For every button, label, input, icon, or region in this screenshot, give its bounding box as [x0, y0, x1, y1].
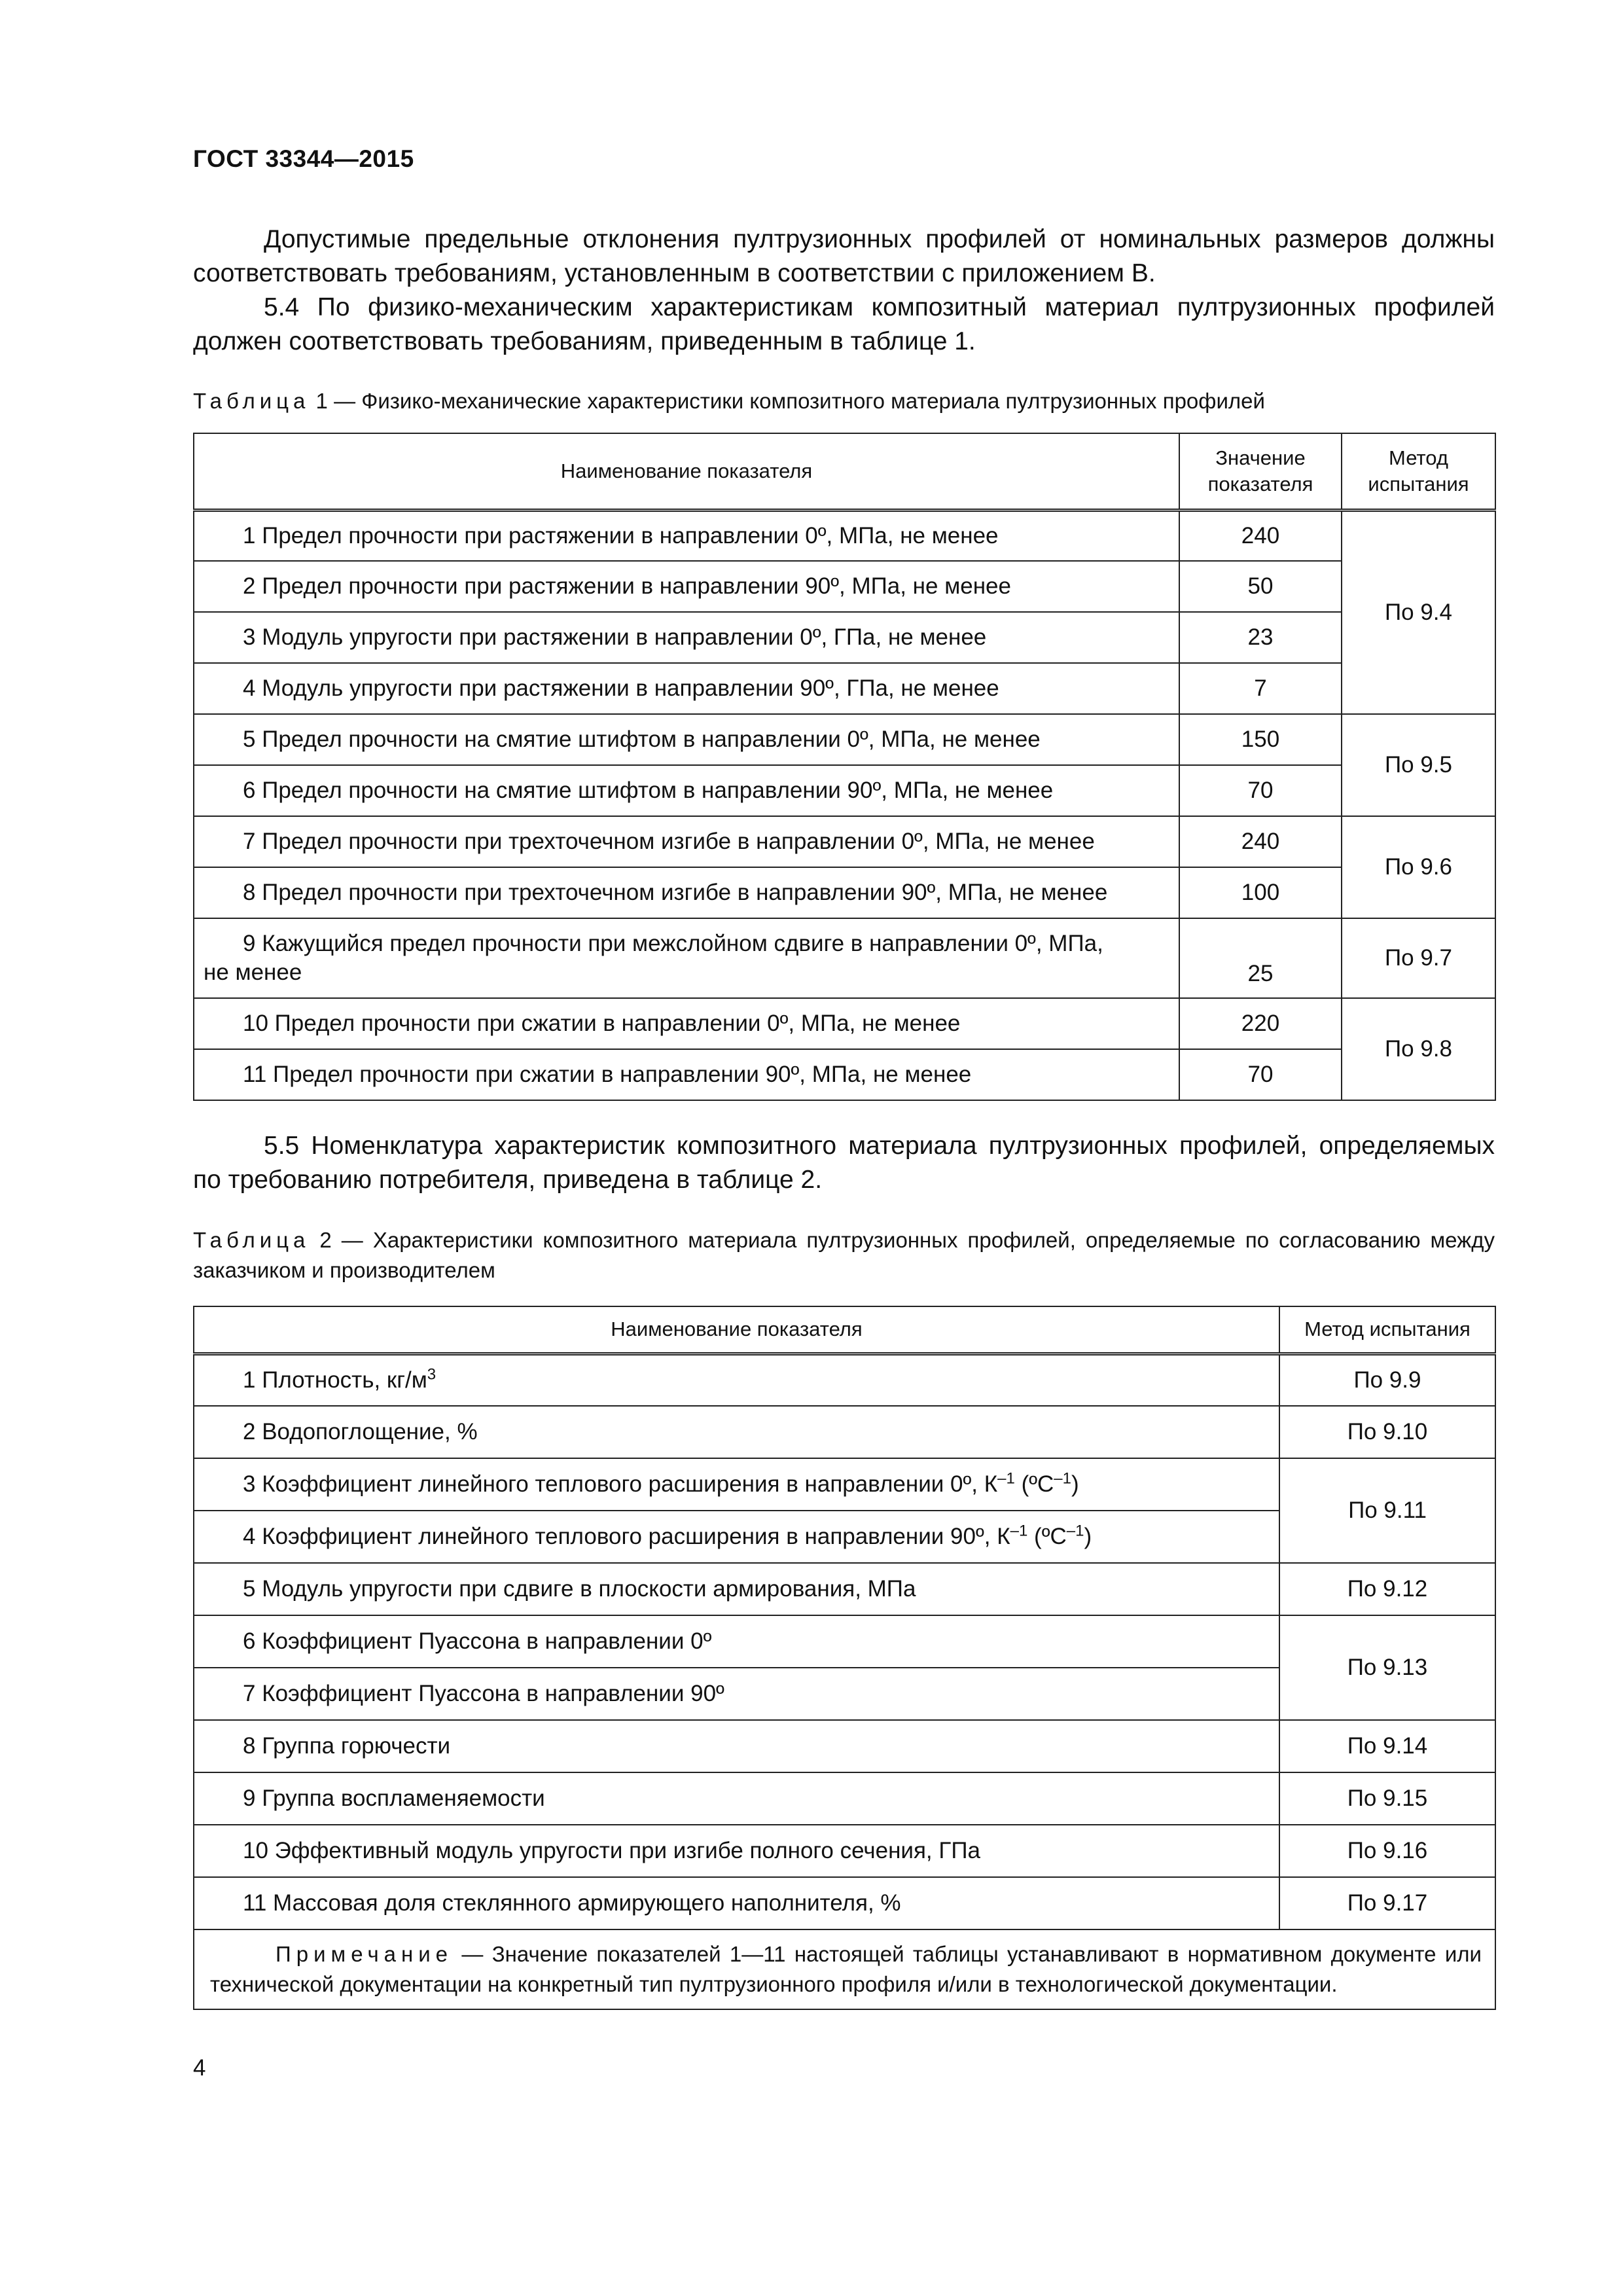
- table1-row1-name: 1 Предел прочности при растяжении в направлении 0º, МПа, не менее: [194, 510, 1179, 561]
- table2-note-label: Примечание: [276, 1942, 454, 1966]
- table1-row5-value: 150: [1179, 714, 1342, 765]
- table1-caption: [193, 386, 1495, 416]
- table2-row11-method: По 9.17: [1279, 1877, 1495, 1929]
- table1-row7-name: 7 Предел прочности при трехточечном изгибе в направлении 0º, МПа, не менее: [194, 816, 1179, 867]
- table1-method-9-5: По 9.5: [1342, 714, 1495, 816]
- table1-row11-name: 11 Предел прочности при сжатии в направлении 90º, МПа, не менее: [194, 1049, 1179, 1100]
- table-1-physical-mechanical: [193, 433, 1496, 1101]
- table2-row10-name: 10 Эффективный модуль упругости при изгибе полного сечения, ГПа: [194, 1825, 1279, 1877]
- table1-row4-name: 4 Модуль упругости при растяжении в направлении 90º, ГПа, не менее: [194, 663, 1179, 714]
- table2-row8-method: По 9.14: [1279, 1720, 1495, 1772]
- table-row: [194, 1615, 1495, 1668]
- table2-row1-name: 1 Плотность, $кг/м^3$: [194, 1354, 1279, 1406]
- table-row: [194, 867, 1495, 918]
- table1-header-name: Наименование показателя: [194, 433, 1179, 510]
- table2-row1-method: По 9.9: [1279, 1354, 1495, 1406]
- table-row: [194, 1354, 1495, 1406]
- table1-row9-value: 25: [1179, 918, 1342, 998]
- table2-row9-method: По 9.15: [1279, 1772, 1495, 1825]
- table1-row3-value: 23: [1179, 612, 1342, 663]
- table2-row7-name: 7 Коэффициент Пуассона в направлении 90º: [194, 1668, 1279, 1720]
- paragraph-5-4: 5.4 По физико-механическим характеристикам композитный материал пултрузионных профилей должен соответствовать требованиям, приведенным в таблице 1.: [193, 293, 1495, 355]
- table-row: [194, 510, 1495, 561]
- table2-method-9-11: По 9.11: [1279, 1458, 1495, 1563]
- table1-row3-name: 3 Модуль упругости при растяжении в направлении 0º, ГПа, не менее: [194, 612, 1179, 663]
- table1-row9-name: [194, 918, 1179, 998]
- table1-row8-value: 100: [1179, 867, 1342, 918]
- table-row: [194, 561, 1495, 612]
- table-row: [194, 1406, 1495, 1458]
- table2-caption-text: 2 — Характеристики композитного материала пултрузионных профилей, определяемые по согласованию между заказчиком и производителем: [193, 1228, 1495, 1282]
- table1-row4-value: 7: [1179, 663, 1342, 714]
- table1-row11-value: 70: [1179, 1049, 1342, 1100]
- table2-row6-name: 6 Коэффициент Пуассона в направлении 0º: [194, 1615, 1279, 1668]
- table1-row10-value: 220: [1179, 998, 1342, 1049]
- table2-row3-name: 3 Коэффициент линейного теплового расширения в направлении 0º, $К^{-1}$ (ºС$^{-1}$): [194, 1458, 1279, 1511]
- paragraph-5-5: 5.5 Номенклатура характеристик композитного материала пултрузионных профилей, определяемых по требованию потребителя, приведена в таблице 2.: [193, 1132, 1495, 1194]
- table1-row9-name-line1: 9 Кажущийся предел прочности при межслойном сдвиге в направлении 0º, МПа,: [243, 931, 1103, 956]
- table1-caption-text: 1 — Физико-механические характеристики композитного материала пултрузионных профилей: [310, 389, 1265, 413]
- table1-method-9-8: По 9.8: [1342, 998, 1495, 1100]
- table-row: [194, 1049, 1495, 1100]
- table2-header-name: Наименование показателя: [194, 1306, 1279, 1354]
- table1-header-row: [194, 433, 1495, 510]
- table-row: [194, 918, 1495, 998]
- table2-row4-name: 4 Коэффициент линейного теплового расширения в направлении 90º, $К^{-1}$ (ºС$^{-1}$): [194, 1511, 1279, 1563]
- table1-row5-name: 5 Предел прочности на смятие штифтом в направлении 0º, МПа, не менее: [194, 714, 1179, 765]
- table1-header-method: Метод испытания: [1342, 433, 1495, 510]
- table1-row2-name: 2 Предел прочности при растяжении в направлении 90º, МПа, не менее: [194, 561, 1179, 612]
- table-row: [194, 714, 1495, 765]
- table2-row2-method: По 9.10: [1279, 1406, 1495, 1458]
- table2-row2-name: 2 Водопоглощение, %: [194, 1406, 1279, 1458]
- table1-row9-name-line2: не менее: [204, 960, 302, 985]
- table-row: [194, 1720, 1495, 1772]
- table2-row10-method: По 9.16: [1279, 1825, 1495, 1877]
- table2-note-row: [194, 1929, 1495, 2009]
- table-row: [194, 1458, 1495, 1511]
- table1-method-9-6: По 9.6: [1342, 816, 1495, 918]
- page-number: 4: [193, 2055, 206, 2081]
- table-row: [194, 998, 1495, 1049]
- table1-row6-value: 70: [1179, 765, 1342, 816]
- table-row: [194, 1563, 1495, 1615]
- table-2-customer-characteristics: [193, 1306, 1496, 2010]
- table-row: [194, 1877, 1495, 1929]
- table2-header-row: [194, 1306, 1495, 1354]
- table1-row2-value: 50: [1179, 561, 1342, 612]
- table2-method-9-13: По 9.13: [1279, 1615, 1495, 1720]
- table2-row5-method: По 9.12: [1279, 1563, 1495, 1615]
- table2-row11-name: 11 Массовая доля стеклянного армирующего наполнителя, %: [194, 1877, 1279, 1929]
- table-row: [194, 765, 1495, 816]
- document-code: ГОСТ 33344—2015: [193, 145, 414, 172]
- paragraph-deviations: Допустимые предельные отклонения пултрузионных профилей от номинальных размеров должны соответствовать требованиям, установленным в соответствии с приложением В.: [193, 225, 1495, 287]
- table2-note: [194, 1929, 1495, 2009]
- table-row: [194, 1825, 1495, 1877]
- table2-caption-label: Таблица: [193, 1228, 310, 1252]
- table2-caption: [193, 1225, 1495, 1285]
- table-row: [194, 663, 1495, 714]
- table1-caption-label: Таблица: [193, 389, 310, 413]
- table-row: [194, 612, 1495, 663]
- table-row: [194, 816, 1495, 867]
- table1-row6-name: 6 Предел прочности на смятие штифтом в направлении 90º, МПа, не менее: [194, 765, 1179, 816]
- table2-row8-name: 8 Группа горючести: [194, 1720, 1279, 1772]
- table2-note-text: — Значение показателей 1—11 настоящей таблицы устанавливают в нормативном документе или технической документации на конкретный тип пултрузионного профиля и/или в технологической документации.: [210, 1942, 1482, 1996]
- table1-method-9-4: По 9.4: [1342, 510, 1495, 714]
- table1-row8-name: 8 Предел прочности при трехточечном изгибе в направлении 90º, МПа, не менее: [194, 867, 1179, 918]
- table2-header-method: Метод испытания: [1279, 1306, 1495, 1354]
- table1-row1-value: 240: [1179, 510, 1342, 561]
- table2-row9-name: 9 Группа воспламеняемости: [194, 1772, 1279, 1825]
- table2-row5-name: 5 Модуль упругости при сдвиге в плоскости армирования, МПа: [194, 1563, 1279, 1615]
- table1-header-value: Значение показателя: [1179, 433, 1342, 510]
- table1-method-9-7: По 9.7: [1342, 918, 1495, 998]
- table-row: [194, 1772, 1495, 1825]
- table1-row7-value: 240: [1179, 816, 1342, 867]
- table1-row10-name: 10 Предел прочности при сжатии в направлении 0º, МПа, не менее: [194, 998, 1179, 1049]
